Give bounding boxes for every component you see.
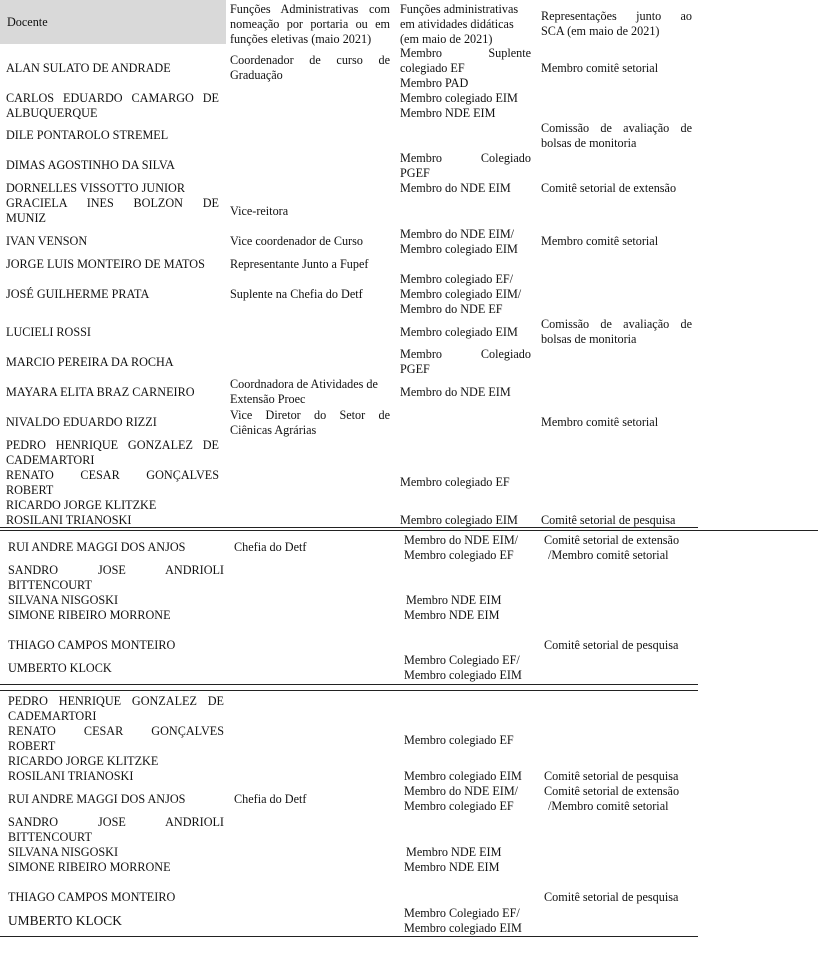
docente-ricardo: RICARDO JORGE KLITZKE <box>6 498 157 512</box>
rosilani-funcao-didatica: Membro colegiado EIM <box>400 513 518 527</box>
header-docente: Docente <box>7 15 48 29</box>
docente-rosilani: ROSILANI TRIANOSKI <box>6 513 132 527</box>
header-funcoes-admin-line3: funções eletivas (maio 2021) <box>230 32 372 46</box>
lucieli-representacao-line1: Comissão de avaliação de <box>541 317 692 331</box>
docente-thiago: THIAGO CAMPOS MONTEIRO <box>8 638 176 652</box>
docente-jose: JOSÉ GUILHERME PRATA <box>6 287 150 301</box>
rui-repeat-funcao-didatica-line1: Membro do NDE EIM/ <box>404 784 519 798</box>
rosilani-repeat-funcao-didatica: Membro colegiado EIM <box>404 769 522 783</box>
thiago-representacao: Comitê setorial de pesquisa <box>544 638 679 652</box>
carlos-funcao-didatica-line1: Membro colegiado EIM <box>400 91 518 105</box>
table-rule-2 <box>0 530 818 531</box>
docente-simone-repeat: SIMONE RIBEIRO MORRONE <box>8 860 171 874</box>
jose-funcao-admin: Suplente na Chefia do Detf <box>230 287 363 301</box>
nivaldo-representacao: Membro comitê setorial <box>541 415 659 429</box>
docente-sandro-line1: SANDRO JOSE ANDRIOLI <box>8 563 224 577</box>
renato-repeat-funcao-didatica: Membro colegiado EF <box>404 733 514 747</box>
rui-funcao-didatica-line2: Membro colegiado EF <box>404 548 514 562</box>
docente-pedro-repeat-line2: CADEMARTORI <box>8 709 97 723</box>
dile-representacao-line1: Comissão de avaliação de <box>541 121 692 135</box>
docente-silvana-repeat: SILVANA NISGOSKI <box>8 845 119 859</box>
table-rule-3 <box>0 684 698 685</box>
docente-pedro-line2: CADEMARTORI <box>6 453 95 467</box>
header-funcoes-admin-line1: Funções Administrativas com <box>230 2 390 16</box>
jose-funcao-didatica-line1: Membro colegiado EF/ <box>400 272 514 286</box>
alan-funcao-didatica-line2: colegiado EF <box>400 61 465 75</box>
rui-funcao-admin: Chefia do Detf <box>234 540 307 554</box>
docente-dornelles: DORNELLES VISSOTTO JUNIOR <box>6 181 185 195</box>
jose-funcao-didatica-line3: Membro do NDE EF <box>400 302 503 316</box>
mayara-funcao-admin-line1: Coordnadora de Atividades de <box>230 377 378 391</box>
table-rule-4 <box>0 690 698 691</box>
docente-alan: ALAN SULATO DE ANDRADE <box>6 61 171 75</box>
lucieli-representacao-line2: bolsas de monitoria <box>541 332 637 346</box>
nivaldo-funcao-admin-line1: Vice Diretor do Setor de <box>230 408 390 422</box>
lucieli-funcao-didatica: Membro colegiado EIM <box>400 325 518 339</box>
silvana-funcao-didatica: Membro NDE EIM <box>406 593 502 607</box>
marcio-funcao-didatica-line2: PGEF <box>400 362 430 376</box>
docente-ricardo-repeat: RICARDO JORGE KLITZKE <box>8 754 159 768</box>
docente-sandro-repeat-line1: SANDRO JOSE ANDRIOLI <box>8 815 224 829</box>
alan-funcao-didatica-line3: Membro PAD <box>400 76 469 90</box>
rui-representacao-line1: Comitê setorial de extensão <box>544 533 680 547</box>
dornelles-funcao-didatica: Membro do NDE EIM <box>400 181 511 195</box>
umberto-funcao-didatica-line2: Membro colegiado EIM <box>404 668 522 682</box>
thiago-repeat-representacao: Comitê setorial de pesquisa <box>544 890 679 904</box>
rui-representacao-line2: /Membro comitê setorial <box>548 548 669 562</box>
docente-thiago-repeat: THIAGO CAMPOS MONTEIRO <box>8 890 176 904</box>
header-funcoes-didaticas-line3: (em maio de 2021) <box>400 32 493 46</box>
docente-nivaldo: NIVALDO EDUARDO RIZZI <box>6 415 157 429</box>
umberto-repeat-funcao-didatica-line2: Membro colegiado EIM <box>404 921 522 935</box>
rui-repeat-representacao-line1: Comitê setorial de extensão <box>544 784 680 798</box>
simone-funcao-didatica: Membro NDE EIM <box>404 608 500 622</box>
docente-marcio: MARCIO PEREIRA DA ROCHA <box>6 355 174 369</box>
ivan-funcao-didatica-line2: Membro colegiado EIM <box>400 242 518 256</box>
docente-renato-repeat-line2: ROBERT <box>8 739 56 753</box>
header-funcoes-didaticas-line1: Funções administrativas <box>400 2 519 16</box>
table-rule-1 <box>0 527 698 528</box>
docente-silvana: SILVANA NISGOSKI <box>8 593 119 607</box>
docente-graciela-line1: GRACIELA INES BOLZON DE <box>6 196 219 210</box>
alan-representacao: Membro comitê setorial <box>541 61 659 75</box>
alan-funcao-admin-line2: Graduação <box>230 68 283 82</box>
dornelles-representacao: Comitê setorial de extensão <box>541 181 677 195</box>
ivan-funcao-admin: Vice coordenador de Curso <box>230 234 363 248</box>
mayara-funcao-didatica: Membro do NDE EIM <box>400 385 511 399</box>
docente-rosilani-repeat: ROSILANI TRIANOSKI <box>8 769 134 783</box>
docente-dimas: DIMAS AGOSTINHO DA SILVA <box>6 158 175 172</box>
docente-simone: SIMONE RIBEIRO MORRONE <box>8 608 171 622</box>
header-representacoes-line1: Representações junto ao <box>541 9 692 23</box>
dimas-funcao-didatica-line1: Membro Colegiado <box>400 151 531 165</box>
rui-repeat-funcao-admin: Chefia do Detf <box>234 792 307 806</box>
jorge-funcao-admin: Representante Junto a Fupef <box>230 257 369 271</box>
rui-funcao-didatica-line1: Membro do NDE EIM/ <box>404 533 519 547</box>
dile-representacao-line2: bolsas de monitoria <box>541 136 637 150</box>
docente-rui-repeat: RUI ANDRE MAGGI DOS ANJOS <box>8 792 186 806</box>
ivan-funcao-didatica-line1: Membro do NDE EIM/ <box>400 227 515 241</box>
umberto-repeat-funcao-didatica-line1: Membro Colegiado EF/ <box>404 906 520 920</box>
docente-renato-line1: RENATO CESAR GONÇALVES <box>6 468 219 482</box>
docente-sandro-line2: BITTENCOURT <box>8 578 92 592</box>
rui-repeat-representacao-line2: /Membro comitê setorial <box>548 799 669 813</box>
alan-funcao-admin-line1: Coordenador de curso de <box>230 53 390 67</box>
docente-pedro-repeat-line1: PEDRO HENRIQUE GONZALEZ DE <box>8 694 224 708</box>
umberto-funcao-didatica-line1: Membro Colegiado EF/ <box>404 653 520 667</box>
simone-repeat-funcao-didatica: Membro NDE EIM <box>404 860 500 874</box>
docente-umberto-repeat: UMBERTO KLOCK <box>8 913 122 928</box>
docente-dile: DILE PONTAROLO STREMEL <box>6 128 169 142</box>
docente-umberto: UMBERTO KLOCK <box>8 661 112 675</box>
docente-renato-repeat-line1: RENATO CESAR GONÇALVES <box>8 724 224 738</box>
docente-graciela-line2: MUNIZ <box>6 211 46 225</box>
graciela-funcao-admin: Vice-reitora <box>230 204 289 218</box>
header-representacoes-line2: SCA (em maio de 2021) <box>541 24 660 38</box>
docente-jorge: JORGE LUIS MONTEIRO DE MATOS <box>6 257 205 271</box>
rosilani-repeat-representacao: Comitê setorial de pesquisa <box>544 769 679 783</box>
docente-lucieli: LUCIELI ROSSI <box>6 325 91 339</box>
header-funcoes-admin-line2: nomeação por portaria ou em <box>230 17 390 31</box>
docente-renato-line2: ROBERT <box>6 483 54 497</box>
docente-rui: RUI ANDRE MAGGI DOS ANJOS <box>8 540 186 554</box>
docente-carlos-line2: ALBUQUERQUE <box>6 106 98 120</box>
nivaldo-funcao-admin-line2: Ciênicas Agrárias <box>230 423 317 437</box>
alan-funcao-didatica-line1: Membro Suplente <box>400 46 531 60</box>
docente-sandro-repeat-line2: BITTENCOURT <box>8 830 92 844</box>
silvana-repeat-funcao-didatica: Membro NDE EIM <box>406 845 502 859</box>
carlos-funcao-didatica-line2: Membro NDE EIM <box>400 106 496 120</box>
docente-pedro-line1: PEDRO HENRIQUE GONZALEZ DE <box>6 438 219 452</box>
jose-funcao-didatica-line2: Membro colegiado EIM/ <box>400 287 522 301</box>
docente-mayara: MAYARA ELITA BRAZ CARNEIRO <box>6 385 195 399</box>
marcio-funcao-didatica-line1: Membro Colegiado <box>400 347 531 361</box>
mayara-funcao-admin-line2: Extensão Proec <box>230 392 306 406</box>
docente-ivan: IVAN VENSON <box>6 234 88 248</box>
rosilani-representacao: Comitê setorial de pesquisa <box>541 513 676 527</box>
table-rule-5 <box>0 936 698 937</box>
rui-repeat-funcao-didatica-line2: Membro colegiado EF <box>404 799 514 813</box>
header-funcoes-didaticas-line2: em atividades didáticas <box>400 17 514 31</box>
ivan-representacao: Membro comitê setorial <box>541 234 659 248</box>
docente-carlos-line1: CARLOS EDUARDO CAMARGO DE <box>6 91 219 105</box>
dimas-funcao-didatica-line2: PGEF <box>400 166 430 180</box>
renato-funcao-didatica: Membro colegiado EF <box>400 475 510 489</box>
